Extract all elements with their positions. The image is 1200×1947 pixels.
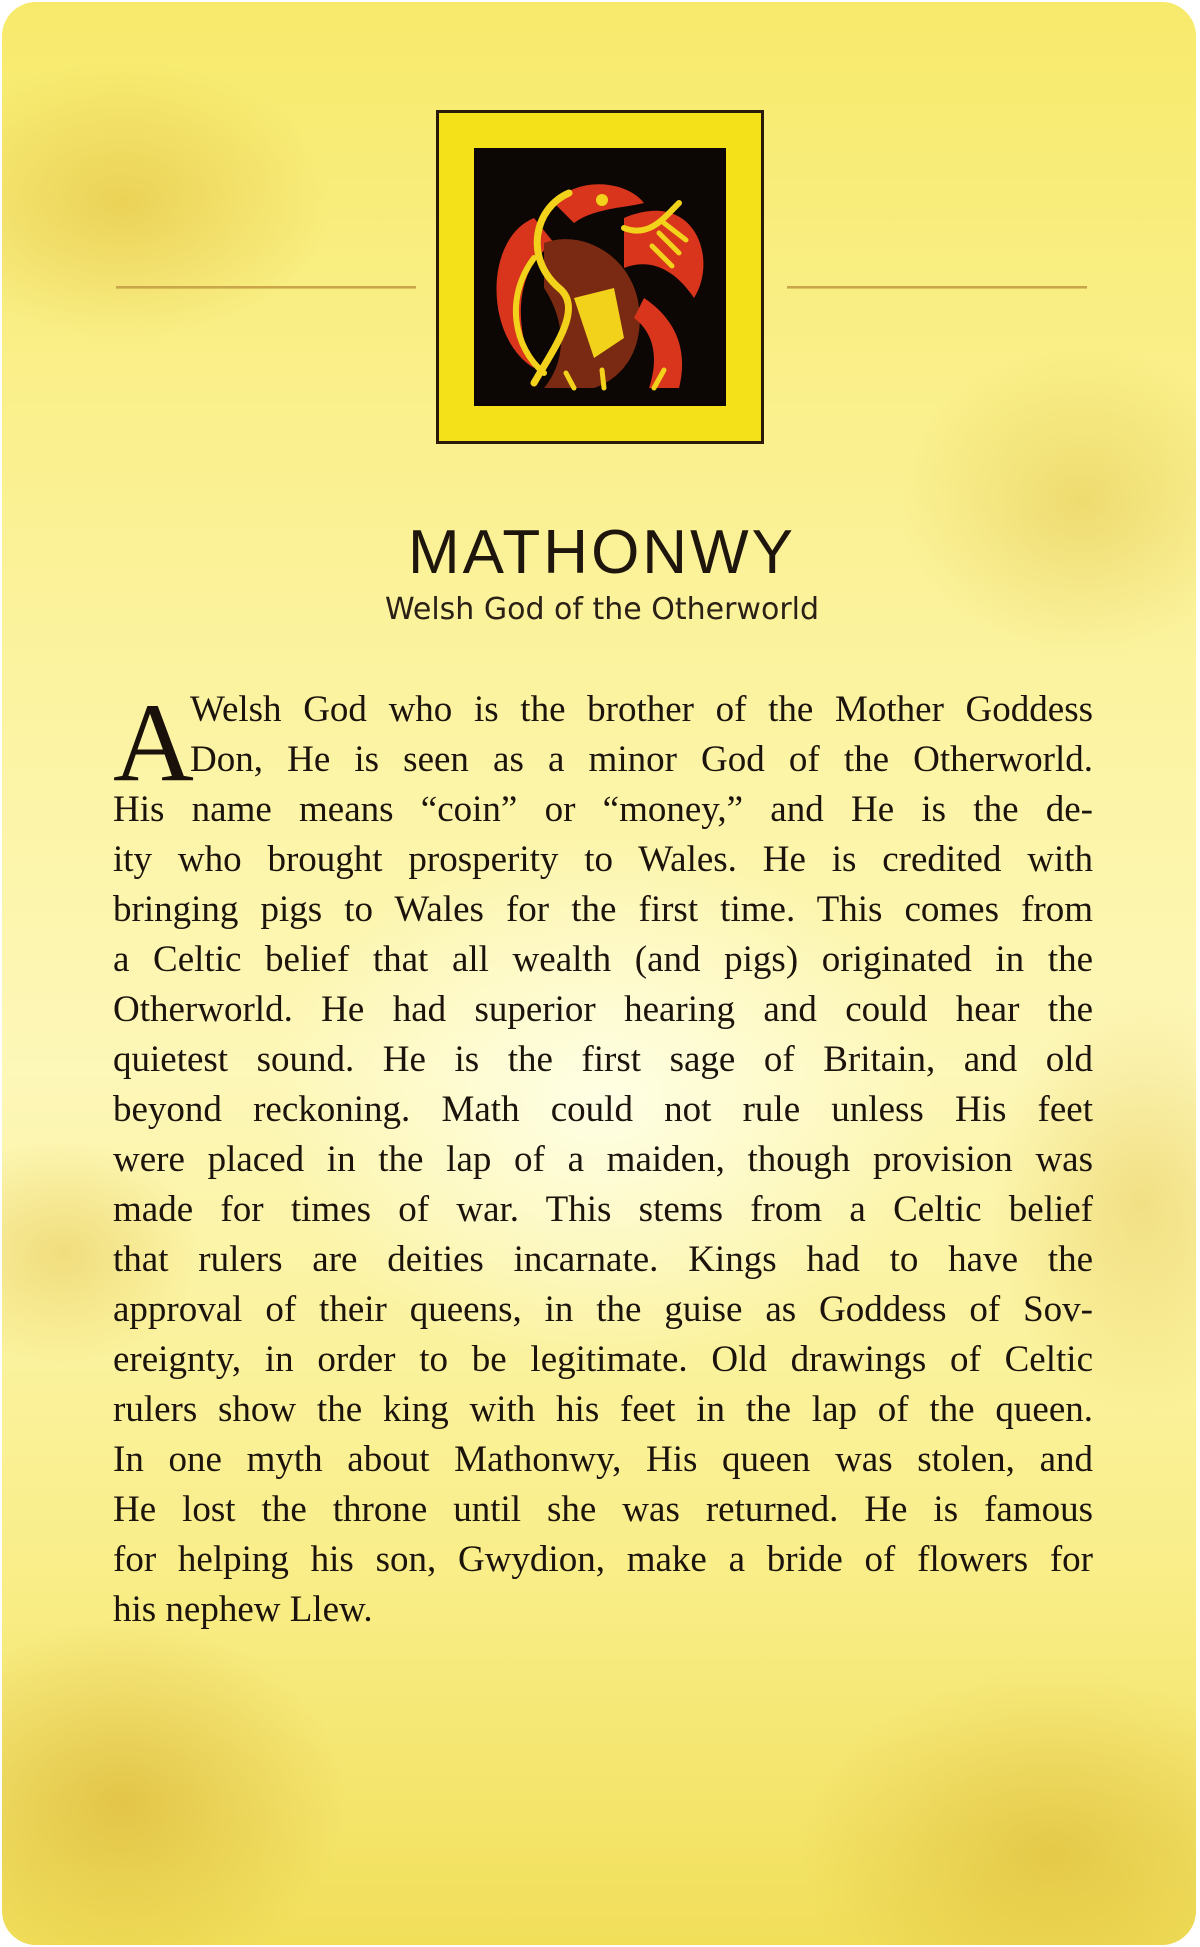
- description-line: He lost the throne until she was returned. He is famous: [113, 1489, 1093, 1530]
- description-line: his nephew Llew.: [113, 1589, 373, 1630]
- description-line: His name means “coin” or “money,” and He is the de-: [113, 789, 1093, 830]
- description-line: bringing pigs to Wales for the first time. This comes from: [113, 889, 1093, 930]
- drop-cap: A: [113, 681, 194, 805]
- description-line: Welsh God who is the brother of the Mother Goddess: [190, 689, 1093, 730]
- description-line: that rulers are deities incarnate. Kings had to have the: [113, 1239, 1093, 1280]
- left-divider-rule: [116, 286, 416, 288]
- description-line: In one myth about Mathonwy, His queen was stolen, and: [113, 1439, 1093, 1480]
- description-line: quietest sound. He is the first sage of Britain, and old: [113, 1039, 1093, 1080]
- card-subtitle: Welsh God of the Otherworld: [384, 592, 820, 627]
- description-line: a Celtic belief that all wealth (and pigs) originated in the: [113, 939, 1093, 980]
- description-line: approval of their queens, in the guise as Goddess of Sov-: [113, 1289, 1093, 1330]
- celtic-bird-knotwork-icon: [474, 148, 726, 406]
- description-line: Don, He is seen as a minor God of the Otherworld.: [190, 739, 1093, 780]
- description-line: for helping his son, Gwydion, make a bride of flowers for: [113, 1539, 1093, 1580]
- description-line: ity who brought prosperity to Wales. He is credited with: [113, 839, 1093, 880]
- card-title: MATHONWY: [408, 518, 796, 587]
- right-divider-rule: [787, 286, 1087, 288]
- description-line: were placed in the lap of a maiden, though provision was: [113, 1139, 1093, 1180]
- description-line: made for times of war. This stems from a Celtic belief: [113, 1189, 1093, 1230]
- description-line: rulers show the king with his feet in the lap of the queen.: [113, 1389, 1093, 1430]
- description-line: beyond reckoning. Math could not rule unless His feet: [113, 1089, 1093, 1130]
- description-line: Otherworld. He had superior hearing and could hear the: [113, 989, 1093, 1030]
- description-text: [113, 681, 1093, 1635]
- emblem-frame: [436, 110, 764, 444]
- deity-card: [2, 2, 1196, 1945]
- description-line: ereignty, in order to be legitimate. Old drawings of Celtic: [113, 1339, 1093, 1380]
